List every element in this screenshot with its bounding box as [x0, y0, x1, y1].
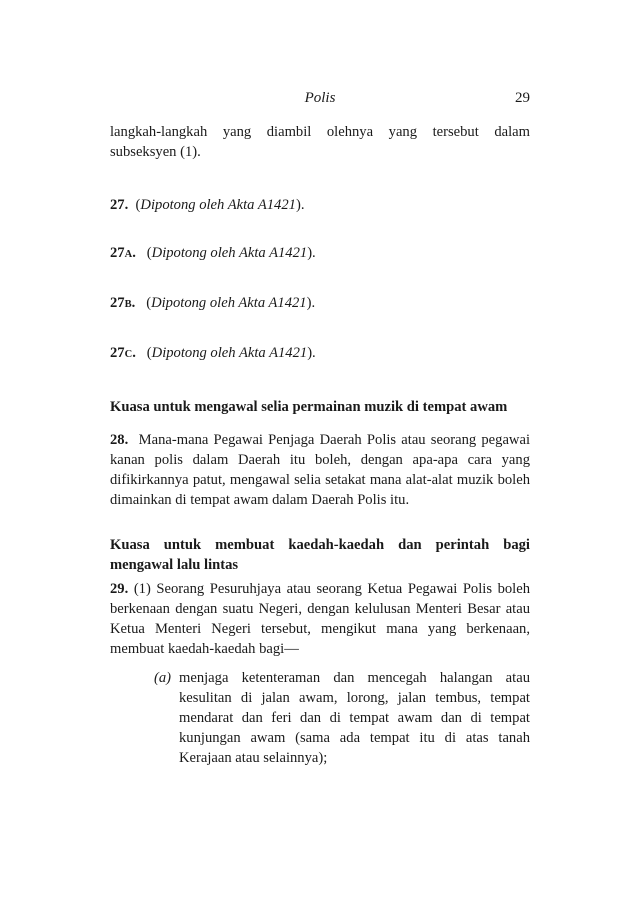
section-29-heading: Kuasa untuk membuat kaedah-kaedah dan perintah bagi mengawal lalu lintas [110, 537, 530, 573]
section-number: 27A. [110, 245, 136, 261]
section-28-body [110, 430, 530, 510]
continuation-line-2: subseksyen (1). [110, 144, 201, 160]
deleted-note: Dipotong oleh Akta A1421 [151, 345, 308, 361]
continuation-text [110, 122, 530, 162]
running-title: Polis [304, 90, 336, 106]
deleted-note: Dipotong oleh Akta A1421 [151, 245, 308, 261]
section-27b: 27B. (Dipotong oleh Akta A1421). [110, 295, 316, 311]
continuation-line-1: langkah-langkah yang diambil olehnya yang tersebut dalam [110, 124, 530, 140]
deleted-note: Dipotong oleh Akta A1421 [140, 197, 296, 213]
section-number: 27B. [110, 295, 136, 311]
section-number: 27C. [110, 345, 136, 361]
section-28-heading: Kuasa untuk mengawal selia permainan muzik di tempat awam [110, 399, 508, 415]
section-28-text: Mana-mana Pegawai Penjaga Daerah Polis atau seorang pegawai kanan polis dalam Daerah itu boleh, dengan apa-apa cara yang difikirkannya patut, mengawal selia setakat mana alat-alat muzik boleh dimainkan di tempat awam dalam Daerah Polis itu. [110, 432, 531, 508]
page-header [110, 90, 530, 110]
page-number: 29 [515, 90, 530, 106]
paragraph-a [154, 668, 530, 768]
section-27c: 27C. (Dipotong oleh Akta A1421). [110, 345, 316, 361]
section-27a: 27A. (Dipotong oleh Akta A1421). [110, 245, 316, 261]
section-27: 27. (Dipotong oleh Akta A1421). [110, 197, 305, 213]
section-number: 29. [110, 581, 129, 597]
paragraph-text: menjaga ketenteraman dan mencegah halangan atau kesulitan di jalan awam, lorong, jalan tembus, tempat mendarat dan feri dan di tempat awam dan di tempat kunjungan awam (sama ada tempat itu di atas tanah Kerajaan atau selainnya); [179, 670, 530, 766]
section-number: 28. [110, 432, 129, 448]
section-29-text: (1) Seorang Pesuruhjaya atau seorang Ketua Pegawai Polis boleh berkenaan dengan suatu Negeri, dengan kelulusan Menteri Besar atau Ketua Menteri Negeri tersebut, mengikut mana yang berkenaan, membuat kaedah-kaedah bagi— [110, 581, 530, 657]
section-number: 27. [110, 197, 129, 213]
paragraph-label: (a) [154, 670, 172, 686]
section-29-body [110, 579, 530, 659]
deleted-note: Dipotong oleh Akta A1421 [151, 295, 307, 311]
